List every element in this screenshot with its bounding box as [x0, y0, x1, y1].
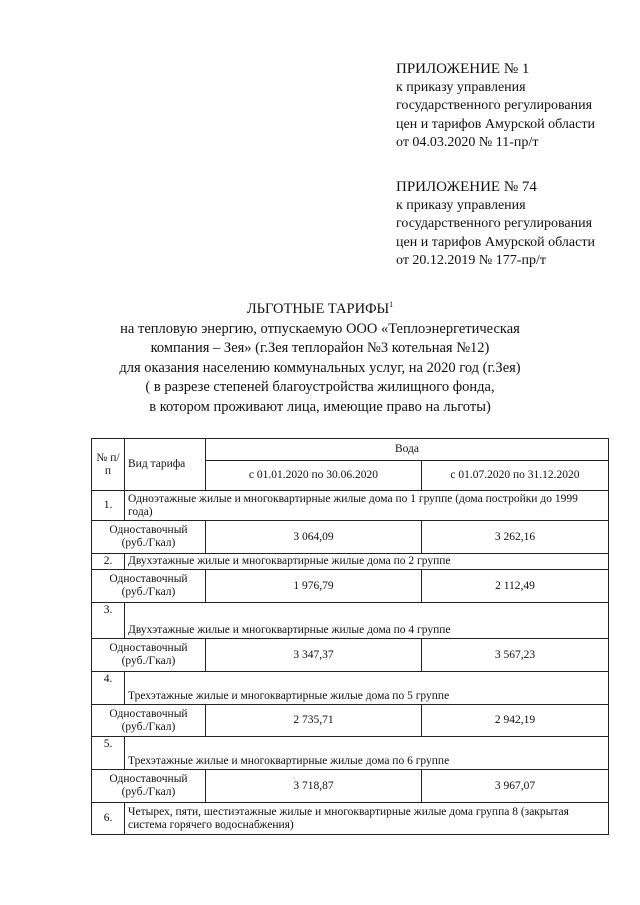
- tariff-table: [91, 438, 609, 835]
- appendix-74-line: к приказу управления: [396, 197, 526, 213]
- appendix-1-heading: ПРИЛОЖЕНИЕ № 1: [396, 61, 530, 77]
- appendix-74-block: [396, 178, 595, 271]
- table-row: [92, 521, 609, 554]
- group-description: Двухэтажные жилые и многоквартирные жилые дома по 2 группе: [125, 554, 609, 570]
- group-number: 6.: [92, 803, 125, 835]
- group-number: 1.: [92, 491, 125, 521]
- footnote-mark: 1: [389, 300, 394, 310]
- group-description: Четырех, пяти, шестиэтажные жилые и многоквартирные жилые дома группа 8 (закрытая система горячего водоснабжения): [125, 803, 609, 835]
- header-water: Вода: [206, 439, 609, 461]
- header-type: Вид тарифа: [125, 439, 206, 491]
- appendix-74-line: от 20.12.2019 № 177-пр/т: [396, 253, 546, 268]
- title-line: в котором проживают лица, имеющие право на льготы): [149, 398, 491, 415]
- tariff-value-period-2: 2 112,49: [422, 570, 609, 603]
- rate-type-label: Одноставочный (руб./Гкал): [92, 521, 206, 554]
- rate-type-label: Одноставочный (руб./Гкал): [92, 770, 206, 803]
- rate-type-label: Одноставочный (руб./Гкал): [92, 570, 206, 603]
- group-number: 2.: [92, 554, 125, 570]
- tariff-value-period-1: 3 347,37: [206, 639, 422, 672]
- tariff-value-period-2: 3 262,16: [422, 521, 609, 554]
- table-row: [92, 570, 609, 603]
- tariff-value-period-1: 2 735,71: [206, 705, 422, 737]
- table-row: [92, 491, 609, 521]
- table-row: [92, 639, 609, 672]
- document-title-block: [100, 300, 540, 417]
- tariff-value-period-2: 3 567,23: [422, 639, 609, 672]
- tariff-value-period-1: 1 976,79: [206, 570, 422, 603]
- table-row: [92, 803, 609, 835]
- appendix-1-line: государственного регулирования: [396, 98, 593, 113]
- rate-type-label: Одноставочный (руб./Гкал): [92, 705, 206, 737]
- tariff-value-period-1: 3 718,87: [206, 770, 422, 803]
- appendix-1-line: от 04.03.2020 № 11-пр/т: [396, 135, 539, 150]
- appendix-1-block: [396, 60, 595, 153]
- title-line: ( в разрезе степеней благоустройства жилищного фонда,: [145, 379, 495, 395]
- rate-type-label: Одноставочный (руб./Гкал): [92, 639, 206, 672]
- group-description: Трехэтажные жилые и многоквартирные жилые дома по 6 группе: [125, 737, 609, 770]
- table-row: [92, 770, 609, 803]
- tariff-value-period-1: 3 064,09: [206, 521, 422, 554]
- title-line: на тепловую энергию, отпускаемую ООО «Теплоэнергетическая: [120, 320, 520, 337]
- appendix-74-line: государственного регулирования: [396, 216, 593, 231]
- header-period-2: с 01.07.2020 по 31.12.2020: [422, 461, 609, 491]
- header-num: № п/п: [92, 439, 125, 491]
- appendix-1-line: к приказу управления: [396, 79, 526, 95]
- tariff-value-period-2: 3 967,07: [422, 770, 609, 803]
- group-number: 3.: [92, 603, 125, 639]
- appendix-1-line: цен и тарифов Амурской области: [396, 116, 595, 132]
- table-row: [92, 554, 609, 570]
- table-row: [92, 705, 609, 737]
- title-line: компания – Зея» (г.Зея теплорайон №3 котельная №12): [150, 340, 490, 356]
- table-row: [92, 603, 609, 639]
- appendix-74-line: цен и тарифов Амурской области: [396, 234, 595, 250]
- title-line: для оказания населению коммунальных услуг, на 2020 год (г.Зея): [119, 359, 521, 376]
- group-description: Одноэтажные жилые и многоквартирные жилые дома по 1 группе (дома постройки до 1999 года): [125, 491, 609, 521]
- header-period-1: с 01.01.2020 по 30.06.2020: [206, 461, 422, 491]
- group-number: 5.: [92, 737, 125, 770]
- table-row: [92, 672, 609, 705]
- group-number: 4.: [92, 672, 125, 705]
- appendix-74-heading: ПРИЛОЖЕНИЕ № 74: [396, 179, 537, 195]
- table-row: [92, 737, 609, 770]
- group-description: Трехэтажные жилые и многоквартирные жилые дома по 5 группе: [125, 672, 609, 705]
- document-title: ЛЬГОТНЫЕ ТАРИФЫ$^1$: [246, 300, 394, 317]
- tariff-value-period-2: 2 942,19: [422, 705, 609, 737]
- group-description: Двухэтажные жилые и многоквартирные жилые дома по 4 группе: [125, 603, 609, 639]
